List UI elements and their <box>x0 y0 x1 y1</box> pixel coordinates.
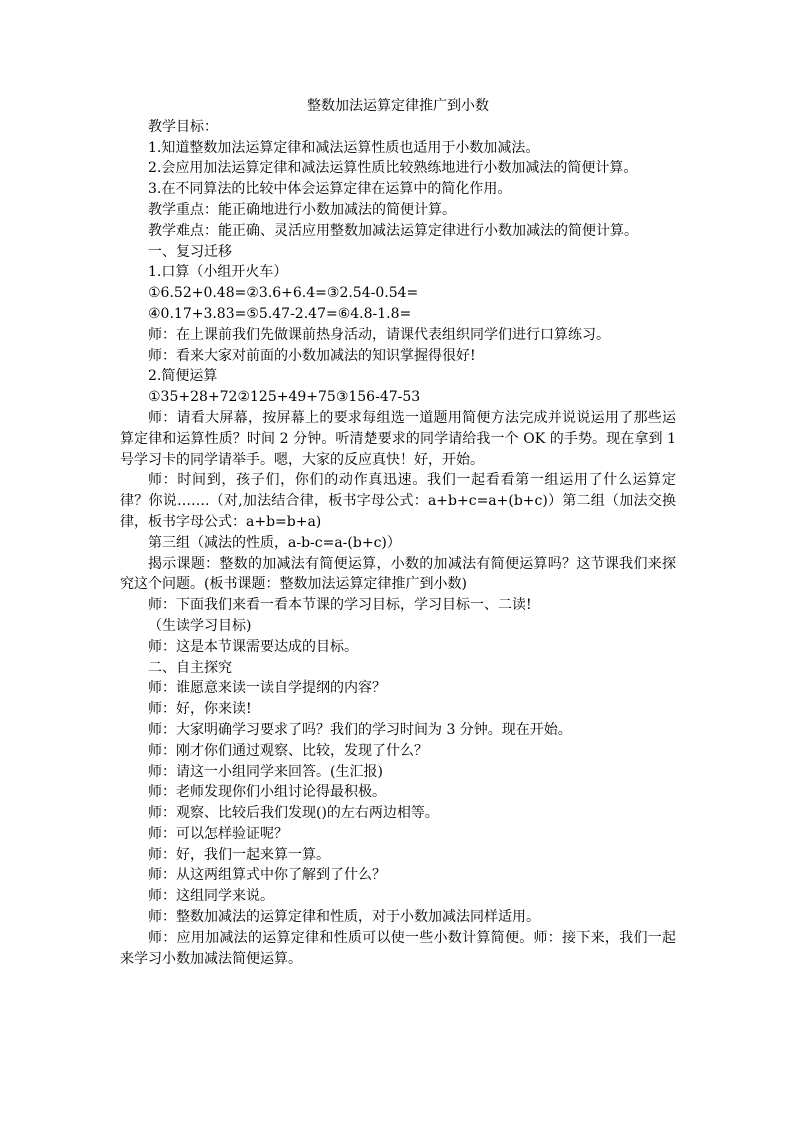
paragraph: ①6.52+0.48=②3.6+6.4=③2.54-0.54= <box>148 285 419 302</box>
paragraph: 师：老师发现你们小组讨论得最积极。 <box>148 784 386 801</box>
paragraph: 师：请这一小组同学来回答。(生汇报) <box>148 763 383 780</box>
paragraph: 师：这是本节课需要达成的目标。 <box>148 638 358 655</box>
paragraph: ①35+28+72②125+49+75③156-47-53 <box>148 389 421 406</box>
section-heading: 二、自主探究 <box>148 659 232 676</box>
paragraph: 师：好，我们一起来算一算。 <box>148 846 330 863</box>
paragraph: 师：看来大家对前面的小数加减法的知识掌握得很好! <box>148 347 476 364</box>
document-title: 整数加法运算定律推广到小数 <box>307 98 489 114</box>
paragraph: 师：下面我们来看一看本节课的学习目标，学习目标一、二读! <box>148 597 532 614</box>
paragraph: 师：时间到，孩子们，你们的动作真迅速。我们一起看看第一组运用了什么运算定律？你说…….（对,加法结合律，板书字母公式：a+b+c=a+(b+c)）第二组（加法交换律，板书字母公式：a+b=b+a) <box>120 472 676 530</box>
document-page <box>120 96 676 969</box>
paragraph: 师：观察、比较后我们发现()的左右两边相等。 <box>148 805 439 822</box>
paragraph: 师：好，你来读! <box>148 701 252 718</box>
paragraph: 师：在上课前我们先做课前热身活动，请课代表组织同学们进行口算练习。 <box>148 326 610 343</box>
paragraph: ④0.17+3.83=⑤5.47-2.47=⑥4.8-1.8= <box>148 305 412 322</box>
paragraph: 教学重点：能正确地进行小数加减法的简便计算。 <box>148 201 456 218</box>
paragraph: 教学难点：能正确、灵活应用整数加减法运算定律进行小数加减法的简便计算。 <box>148 222 638 239</box>
paragraph: 揭示课题：整数的加减法有简便运算，小数的加减法有简便运算吗？这节课我们来探究这个问题。(板书课题：整数加法运算定律推广到小数) <box>120 555 676 593</box>
paragraph: 师：整数加减法的运算定律和性质，对于小数加减法同样适用。 <box>148 909 540 926</box>
paragraph: 师：谁愿意来读一读自学提纲的内容？ <box>148 680 386 697</box>
paragraph: 师：这组同学来说。 <box>148 888 274 905</box>
paragraph: 1.口算（小组开火车） <box>148 264 288 281</box>
paragraph: 师：从这两组算式中你了解到了什么？ <box>148 867 386 884</box>
paragraph: 师：请看大屏幕，按屏幕上的要求每组选一道题用简便方法完成并说说运用了那些运算定律和运算性质？时间 2 分钟。听清楚要求的同学请给我一个 OK 的手势。现在拿到 1 号学习卡的同学请举手。嗯，大家的反应真快！好，开始。 <box>120 409 676 468</box>
paragraph: 1.知道整数加法运算定律和减法运算性质也适用于小数加减法。 <box>148 139 540 156</box>
paragraph: 2.会应用加法运算定律和减法运算性质比较熟练地进行小数加减法的简便计算。 <box>148 160 638 177</box>
paragraph: （生读学习目标) <box>148 617 252 634</box>
paragraph: 第三组（减法的性质，a-b-c=a-(b+c)） <box>148 534 401 551</box>
section-heading: 一、复习迁移 <box>148 243 232 260</box>
paragraph: 师：可以怎样验证呢？ <box>148 825 288 842</box>
paragraph: 师：大家明确学习要求了吗？我们的学习时间为 3 分钟。现在开始。 <box>148 721 572 738</box>
paragraph: 2.简便运算 <box>148 368 218 385</box>
paragraph: 3.在不同算法的比较中体会运算定律在运算中的简化作用。 <box>148 181 512 198</box>
paragraph: 教学目标： <box>148 118 218 135</box>
paragraph: 师：应用加减法的运算定律和性质可以使一些小数计算简便。师：接下来，我们一起来学习小数加减法简便运算。 <box>120 929 676 967</box>
paragraph: 师：刚才你们通过观察、比较，发现了什么？ <box>148 742 428 759</box>
